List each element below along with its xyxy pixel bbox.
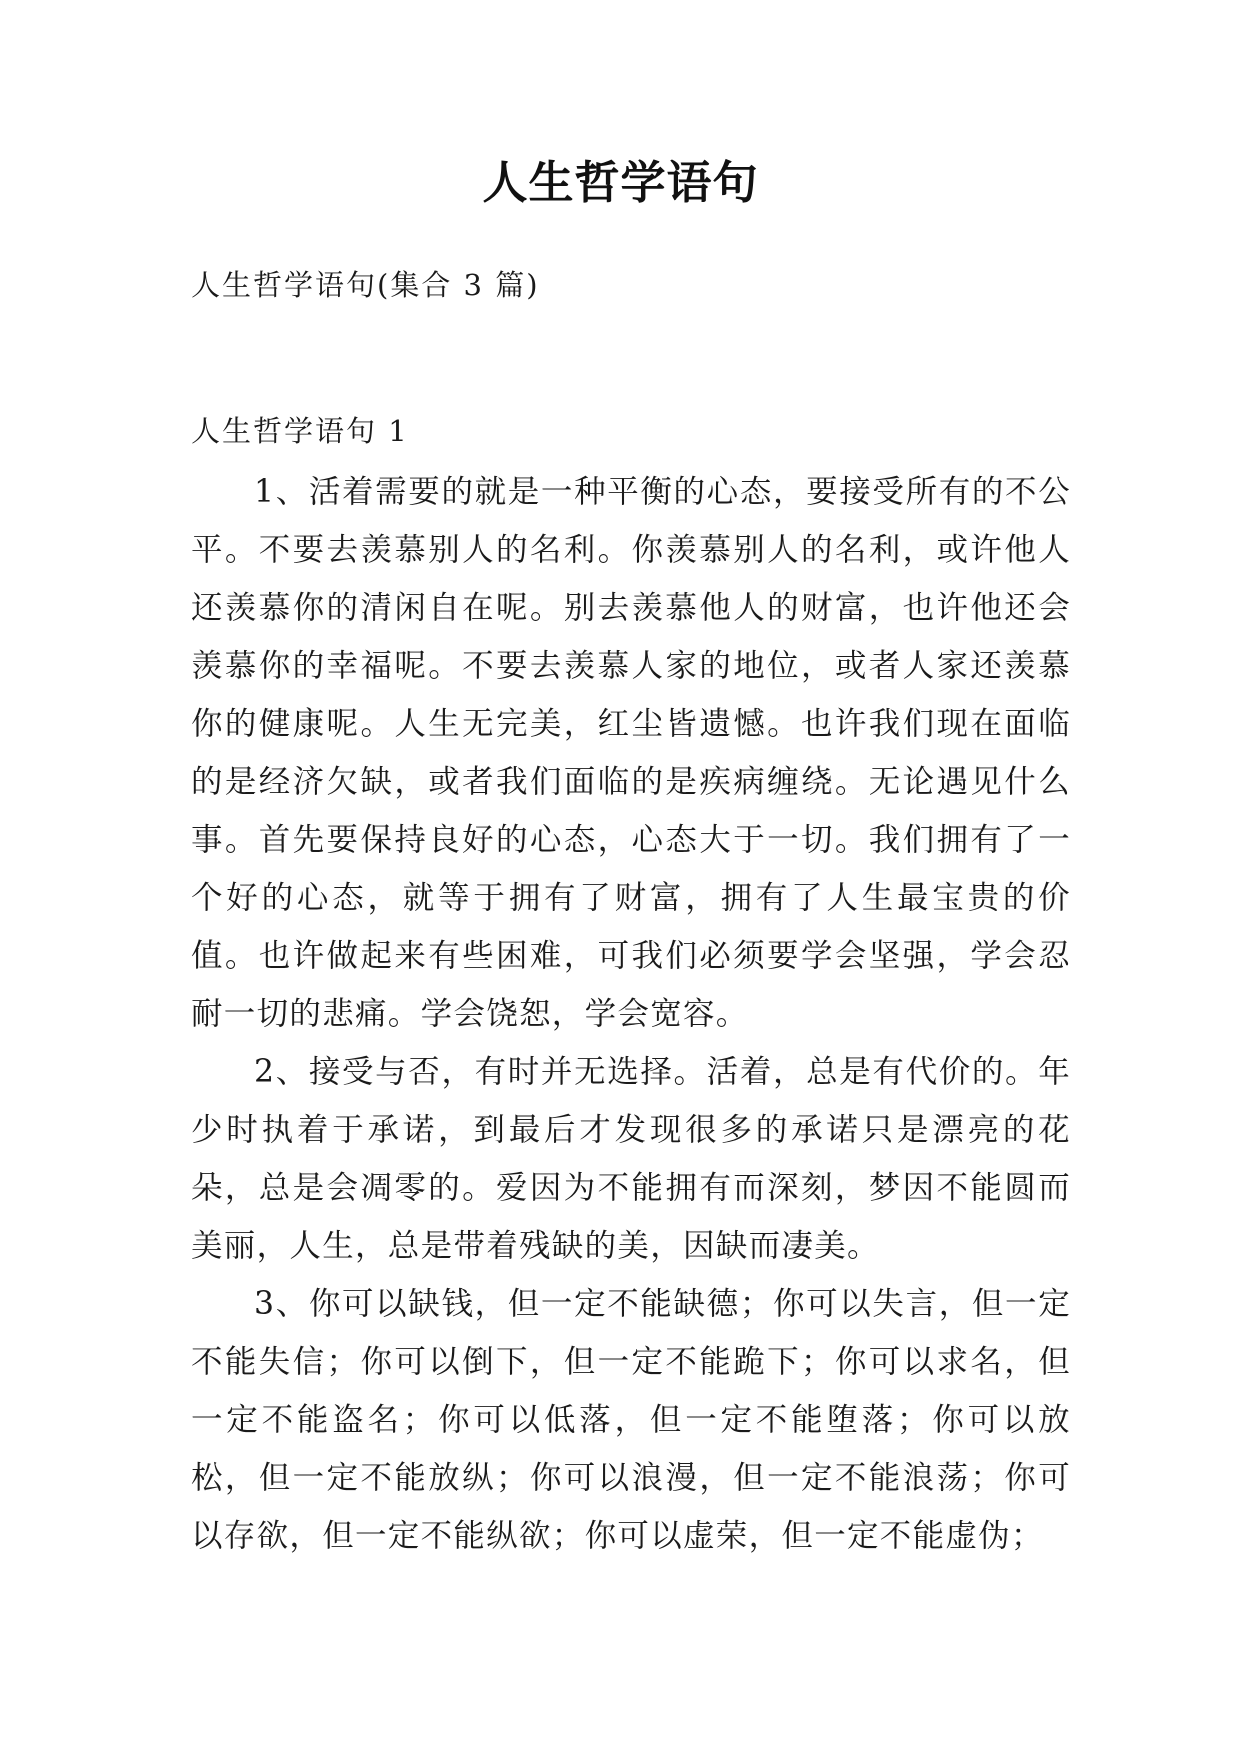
document-body <box>191 463 1071 1565</box>
document-subtitle: 人生哲学语句(集合 3 篇) <box>191 268 540 302</box>
paragraph-3: 3、你可以缺钱，但一定不能缺德；你可以失言，但一定不能失信；你可以倒下，但一定不能跪下；你可以求名，但一定不能盗名；你可以低落，但一定不能堕落；你可以放松，但一定不能放纵；你可以浪漫，但一定不能浪荡；你可以存欲，但一定不能纵欲；你可以虚荣，但一定不能虚伪； <box>191 1286 1071 1554</box>
paragraph-1: 1、活着需要的就是一种平衡的心态，要接受所有的不公平。不要去羡慕别人的名利。你羡慕别人的名利，或许他人还羡慕你的清闲自在呢。别去羡慕他人的财富，也许他还会羡慕你的幸福呢。不要去羡慕人家的地位，或者人家还羡慕你的健康呢。人生无完美，红尘皆遗憾。也许我们现在面临的是经济欠缺，或者我们面临的是疾病缠绕。无论遇见什么事。首先要保持良好的心态，心态大于一切。我们拥有了一个好的心态，就等于拥有了财富，拥有了人生最宝贵的价值。也许做起来有些困难，可我们必须要学会坚强，学会忍耐一切的悲痛。学会饶恕，学会宽容。 <box>191 474 1071 1032</box>
section-heading: 人生哲学语句 1 <box>191 414 409 448</box>
document-title: 人生哲学语句 <box>482 156 759 209</box>
paragraph-2: 2、接受与否，有时并无选择。活着，总是有代价的。年少时执着于承诺，到最后才发现很多的承诺只是漂亮的花朵，总是会凋零的。爱因为不能拥有而深刻，梦因不能圆而美丽，人生，总是带着残缺的美，因缺而凄美。 <box>191 1054 1071 1264</box>
